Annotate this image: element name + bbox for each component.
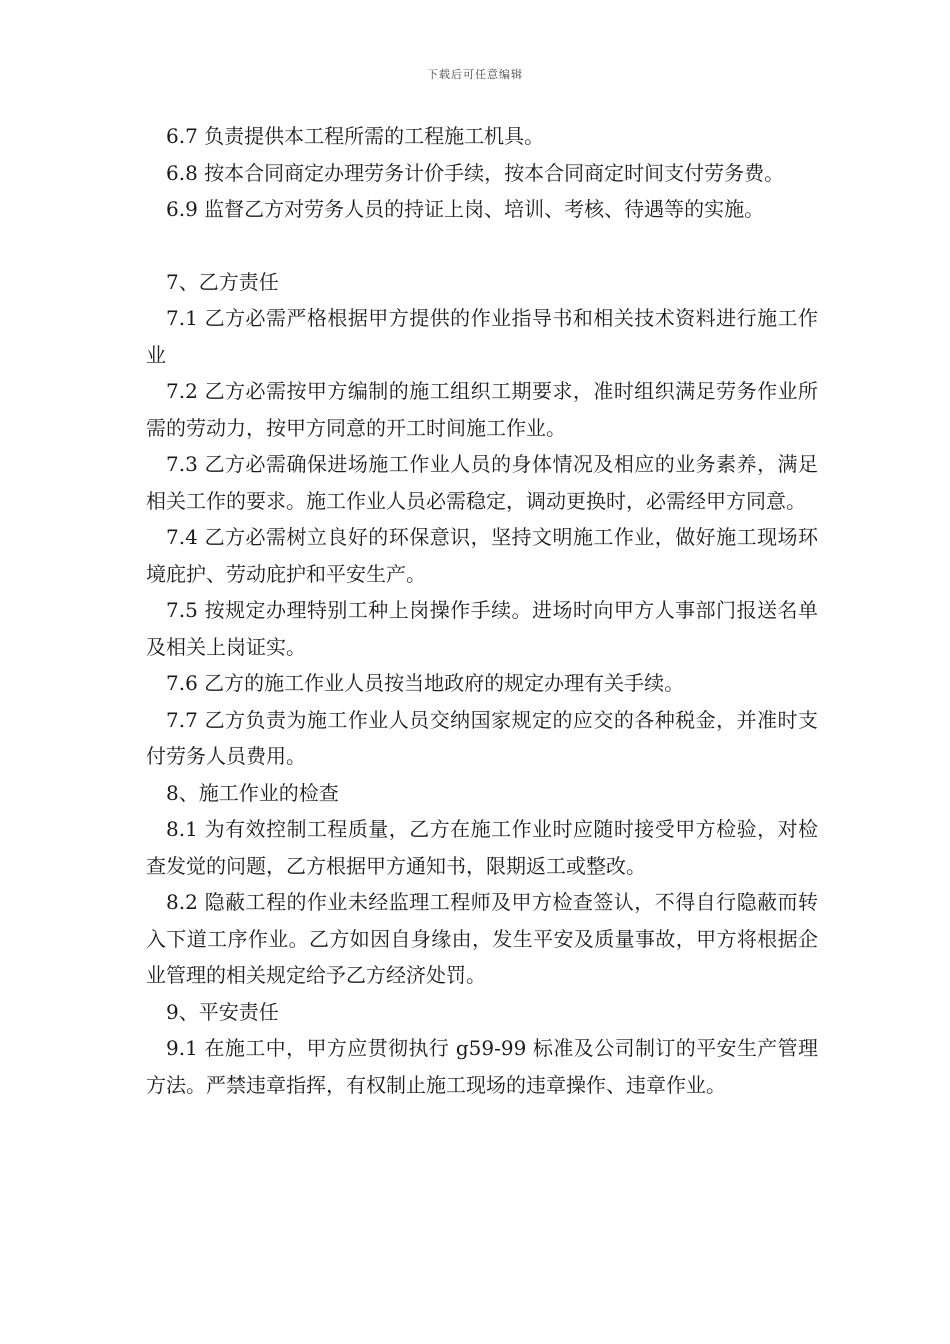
paragraph-7-4: 7.4 乙方必需树立良好的环保意识，坚持文明施工作业，做好施工现场环境庇护、劳动庇护和平安生产。 <box>146 525 818 586</box>
paragraph-7-1: 7.1 乙方必需严格根据甲方提供的作业指导书和相关技术资料进行施工作业 <box>146 306 818 367</box>
paragraph-7-3: 7.3 乙方必需确保进场施工作业人员的身体情况及相应的业务素养，满足相关工作的要求。施工作业人员必需稳定，调动更换时，必需经甲方同意。 <box>146 452 818 513</box>
paragraph-8-2: 8.2 隐蔽工程的作业未经监理工程师及甲方检查签认，不得自行隐蔽而转入下道工序作业。乙方如因自身缘由，发生平安及质量事故，甲方将根据企业管理的相关规定给予乙方经济处罚。 <box>146 890 818 987</box>
paragraph-7-6: 7.6 乙方的施工作业人员按当地政府的规定办理有关手续。 <box>166 671 685 695</box>
page-header: 下载后可任意编辑 <box>427 68 523 81</box>
paragraph-6-7: 6.7 负责提供本工程所需的工程施工机具。 <box>166 124 545 148</box>
paragraph-6-9: 6.9 监督乙方对劳务人员的持证上岗、培训、考核、待遇等的实施。 <box>166 197 765 221</box>
paragraph-6-8: 6.8 按本合同商定办理劳务计价手续，按本合同商定时间支付劳务费。 <box>166 160 785 185</box>
paragraph-7-7: 7.7 乙方负责为施工作业人员交纳国家规定的应交的各种税金，并准时支付劳务人员费用。 <box>146 707 818 768</box>
paragraph-7-5: 7.5 按规定办理特别工种上岗操作手续。进场时向甲方人事部门报送名单及相关上岗证实。 <box>146 598 818 659</box>
paragraph-8-1: 8.1 为有效控制工程质量，乙方在施工作业时应随时接受甲方检验，对检查发觉的问题，乙方根据甲方通知书，限期返工或整改。 <box>146 817 818 878</box>
section-heading-7: 7、乙方责任 <box>166 269 279 294</box>
paragraph-7-2: 7.2 乙方必需按甲方编制的施工组织工期要求，准时组织满足劳务作业所需的劳动力，按甲方同意的开工时间施工作业。 <box>146 379 818 440</box>
section-heading-8: 8、施工作业的检查 <box>166 780 339 805</box>
blank-line <box>146 228 818 264</box>
paragraph-9-1: 9.1 在施工中，甲方应贯彻执行 g59-99 标准及公司制订的平安生产管理方法。严禁违章指挥，有权制止施工现场的违章操作、违章作业。 <box>146 1036 818 1097</box>
document-body <box>146 118 818 1103</box>
section-heading-9: 9、平安责任 <box>166 999 279 1024</box>
